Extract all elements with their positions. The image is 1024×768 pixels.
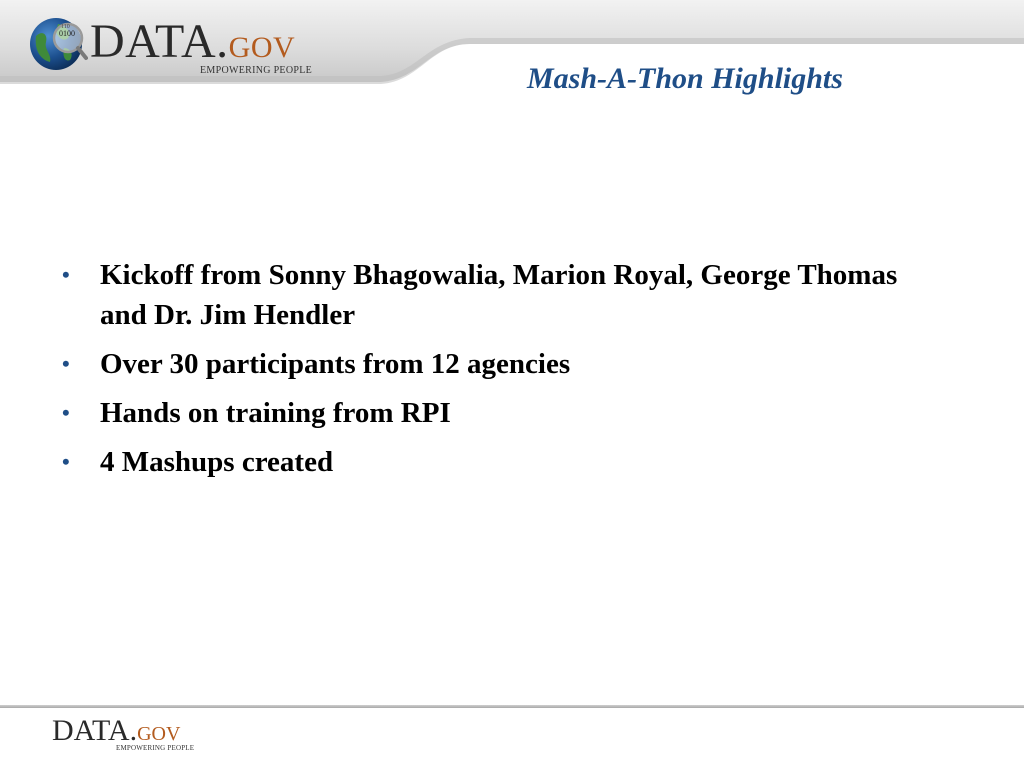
bullet-text: Kickoff from Sonny Bhagowalia, Marion Royal, George Thomas and Dr. Jim Hendler [100,259,898,331]
bullet-text: Hands on training from RPI [100,397,451,429]
slide-title: Mash-A-Thon Highlights [527,62,843,95]
bullet-item [62,344,942,384]
bullet-text: Over 30 participants from 12 agencies [100,348,571,380]
bullet-icon: • [62,400,70,425]
header-logo-tagline: EMPOWERING PEOPLE [200,65,313,76]
svg-text:110: 110 [61,24,70,30]
header-logo[interactable] [28,12,348,78]
header-logo-gov: GOV [228,31,296,64]
header-logo-text [90,15,296,68]
bullet-list [62,255,942,491]
footer-logo-tagline: EMPOWERING PEOPLE [116,744,195,752]
footer-divider [0,705,1024,708]
bullet-item [62,442,942,482]
bullet-item [62,393,942,433]
footer-logo-data: DATA. [52,714,138,747]
svg-text:0100: 0100 [59,29,75,38]
bullet-icon: • [62,351,70,376]
bullet-text: 4 Mashups created [100,446,334,478]
bullet-icon: • [62,262,70,287]
footer-logo-gov: GOV [137,723,181,745]
bullet-icon: • [62,449,70,474]
header-logo-data: DATA. [90,15,229,68]
bullet-item [62,255,942,335]
globe-magnifier-icon [28,14,88,74]
footer-logo[interactable] [52,716,180,746]
